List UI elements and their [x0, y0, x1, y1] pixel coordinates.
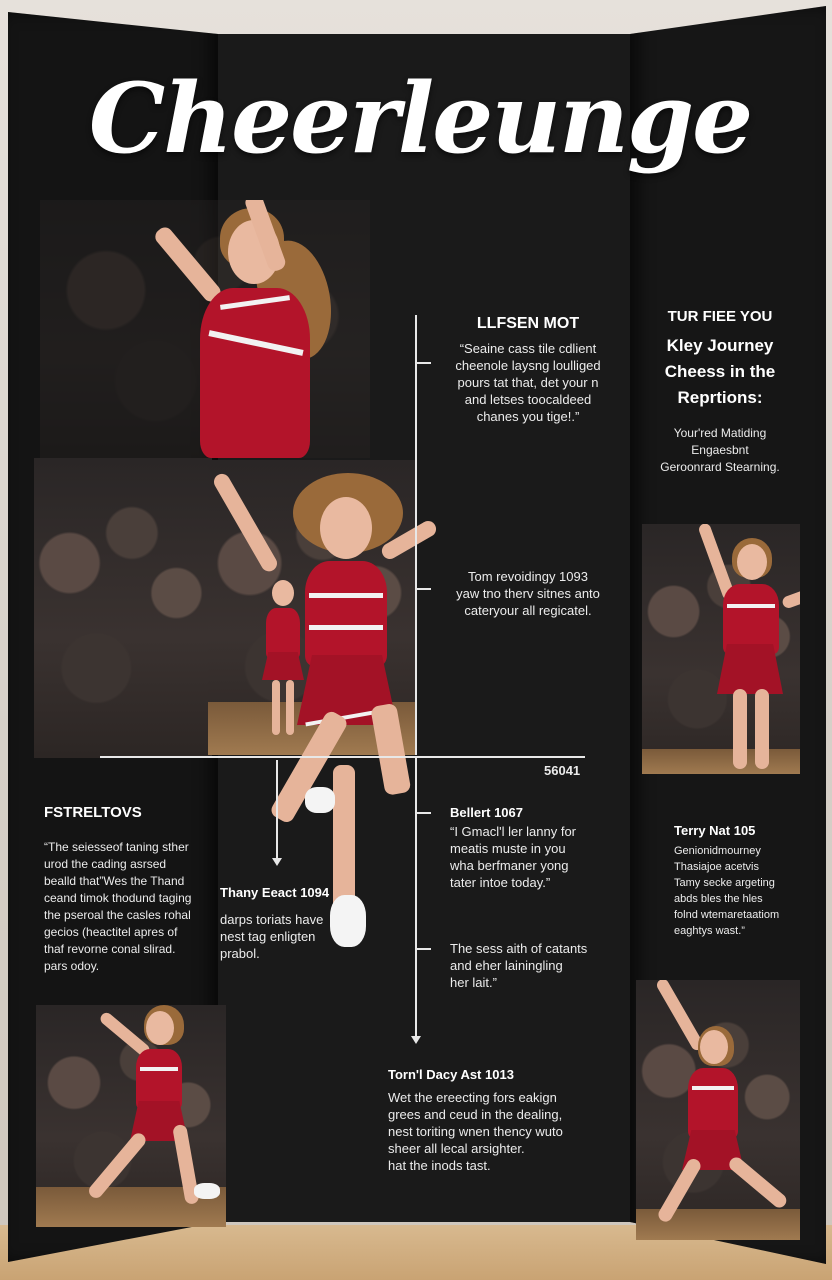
section-body: “The seiesseof taning sther urod the cading asrsed bealld that”Wes the Thand ceand timok thodund taging the pseroal the casles rohal gecios (heactitel apres of thaf revorne conal slirad. pars odoy. — [44, 840, 192, 973]
section-body: Genionidmourney Thasiajoe acetvis Tamy secke argeting abds bles the hles folnd wtemaretaatiom eaghtys wast.” — [674, 845, 780, 937]
timeline-vertical-bottom — [415, 758, 417, 1038]
section-body: Tom revoidingy 1093 yaw tno therv sitnes anto cateryour all regicatel. — [456, 569, 600, 618]
section-heading: FSTRELTOVS — [44, 804, 142, 821]
timeline-arrow-down — [411, 1036, 421, 1044]
timeline-tick — [415, 588, 431, 590]
photo-bottom-left-cheerleader — [36, 1005, 226, 1227]
section-heading: Torn'l Dacy Ast 1013 — [388, 1067, 514, 1082]
timeline-arrow-left — [272, 858, 282, 866]
timeline-horizontal — [100, 756, 585, 758]
photo-bottom-right-cheerleader — [636, 980, 800, 1240]
section-right-top — [650, 308, 790, 476]
section-left-mid — [44, 804, 204, 975]
section-subheading: Kley Journey Cheess in the Reprtions: — [664, 336, 776, 407]
section-right-mid — [674, 822, 814, 939]
timeline-tick — [415, 948, 431, 950]
photo-right-cheerleader — [642, 524, 800, 774]
section-bottom-center — [388, 1066, 608, 1174]
section-mid-center — [438, 568, 618, 619]
section-body: darps toriats have nest tag enligten prabol. — [220, 912, 324, 961]
timeline-marker-label: 56041 — [544, 763, 581, 778]
section-heading: Thany Eeact 1094 — [220, 885, 330, 900]
timeline-tick — [415, 362, 431, 364]
section-body: “I Gmacl'l ler lanny for meatis muste in you wha berfmaner yong tater intoe today.” — [450, 824, 577, 890]
timeline-branch-left — [276, 760, 278, 860]
section-heading: Bellert 1067 — [450, 805, 523, 820]
section-heading: LLFSEN MOT — [476, 315, 580, 332]
section-body: Your'red Matiding Engaesbnt Geroonrard Stearning. — [660, 426, 780, 474]
section-body: Wet the ereecting fors eakign grees and ceud in the dealing, nest toriting wnen thency wuto sheer all lecal arsighter. hat the inods tast. — [388, 1090, 563, 1173]
board-title: Cheerleunge — [88, 62, 752, 175]
section-center-left — [220, 884, 340, 962]
timeline-tick — [415, 812, 431, 814]
section-top-center — [438, 315, 618, 425]
timeline-vertical-top — [415, 315, 417, 755]
section-center-right-2 — [450, 940, 625, 991]
section-heading: TUR FIEE YOU — [667, 308, 773, 325]
section-body: “Seaine cass tile cdlient cheenole laysng loulliged pours tat that, det your n and letses toocaldeed chanes you tige!.” — [455, 341, 601, 424]
photo-top-cheerleader — [40, 200, 370, 458]
photo-left-crowd — [34, 458, 212, 758]
section-center-right-1 — [450, 804, 620, 891]
section-body: The sess aith of catants and eher lainingling her lait.” — [450, 941, 588, 990]
section-heading: Terry Nat 105 — [674, 823, 756, 838]
